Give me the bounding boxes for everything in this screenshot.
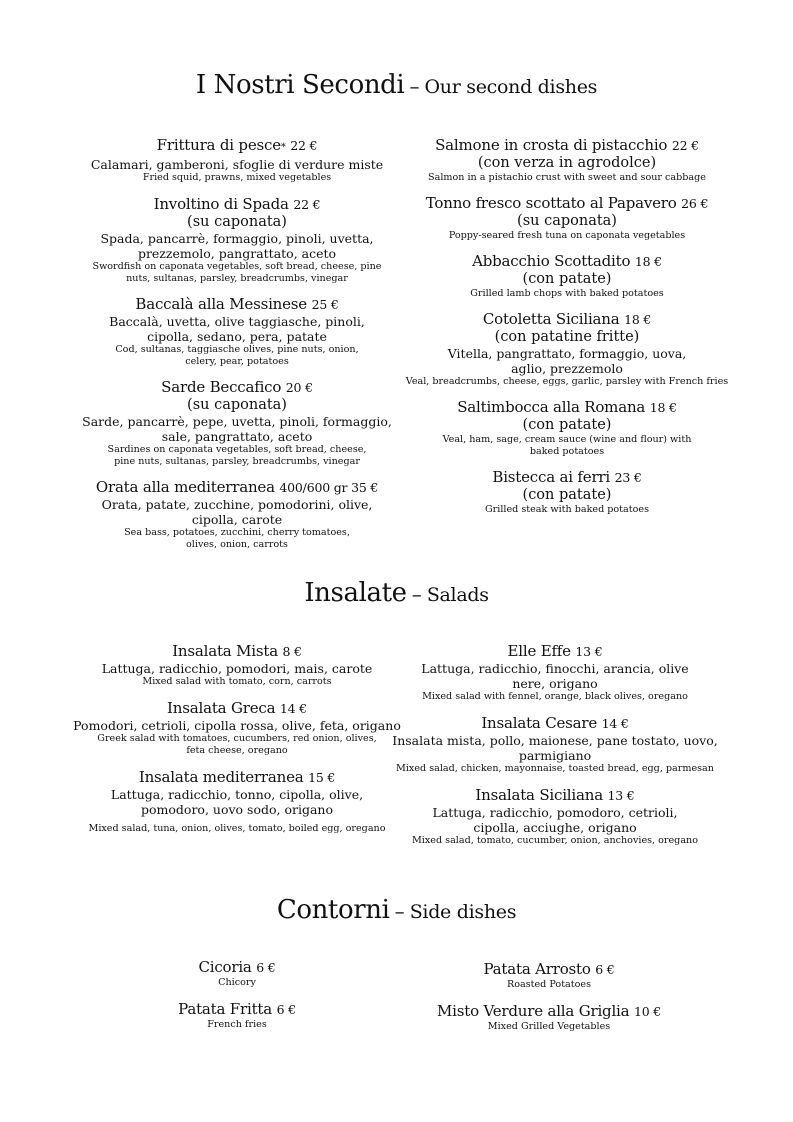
dish-star: * bbox=[280, 142, 286, 153]
dish-name: Tonno fresco scottato al Papavero bbox=[425, 194, 677, 212]
dish-english: Sea bass, potatoes, zucchini, cherry tomatoes, olives, onion, carrots bbox=[124, 527, 350, 550]
menu-item bbox=[390, 714, 720, 775]
menu-item bbox=[72, 699, 402, 757]
dish-english: Sardines on caponata vegetables, soft bread, cheese, pine nuts, sultanas, parsley, breadcrumbs, vinegar bbox=[107, 444, 367, 467]
menu-item bbox=[72, 195, 402, 285]
insalate-dash: – bbox=[411, 582, 422, 606]
dish-price: 15 € bbox=[308, 770, 336, 785]
secondi-dash: – bbox=[409, 74, 420, 98]
dish-english: Roasted Potatoes bbox=[506, 979, 591, 990]
dish-name: Insalata Siciliana bbox=[475, 786, 603, 804]
contorni-right-column bbox=[384, 960, 714, 1033]
dish-price: 6 € bbox=[276, 1002, 296, 1017]
contorni-dash: – bbox=[394, 899, 405, 923]
dish-name: Sarde Beccafico bbox=[161, 378, 282, 396]
dish-subtitle: (su caponata) bbox=[187, 397, 287, 413]
dish-price: 20 € bbox=[285, 380, 313, 395]
dish-description: Pomodori, cetrioli, cipolla rossa, olive, feta, origano bbox=[73, 718, 401, 733]
dish-english: Mixed salad, chicken, mayonnaise, toasted bread, egg, parmesan bbox=[396, 763, 714, 774]
dish-english: Grilled steak with baked potatoes bbox=[485, 504, 649, 515]
dish-description: Insalata mista, pollo, maionese, pane tostato, uovo, parmigiano bbox=[392, 733, 718, 763]
dish-price: 18 € bbox=[624, 312, 652, 327]
insalate-heading bbox=[0, 578, 793, 608]
dish-price: 18 € bbox=[634, 254, 662, 269]
dish-english: Mixed Grilled Vegetables bbox=[487, 1021, 611, 1032]
dish-description: Spada, pancarrè, formaggio, pinoli, uvetta, prezzemolo, pangrattato, aceto bbox=[100, 231, 374, 261]
dish-price: 13 € bbox=[575, 644, 603, 659]
dish-english: Grilled lamb chops with baked potatoes bbox=[470, 288, 664, 299]
dish-name: Cicoria bbox=[198, 958, 252, 976]
dish-price: 23 € bbox=[614, 470, 642, 485]
dish-description: Lattuga, radicchio, tonno, cipolla, olive, pomodoro, uovo sodo, origano bbox=[110, 787, 364, 817]
dish-description: Baccalà, uvetta, olive taggiasche, pinoli, cipolla, sedano, pera, patate bbox=[109, 314, 365, 344]
dish-name: Orata alla mediterranea bbox=[95, 478, 275, 496]
dish-english: Mixed salad with fennel, orange, black olives, oregano bbox=[422, 691, 688, 702]
insalate-title-en: Salads bbox=[426, 584, 489, 606]
contorni-heading bbox=[0, 895, 793, 925]
dish-subtitle: (con patatine fritte) bbox=[494, 329, 640, 345]
dish-name: Patata Fritta bbox=[178, 1000, 272, 1018]
menu-item bbox=[390, 786, 720, 847]
dish-price: 8 € bbox=[282, 644, 302, 659]
menu-item bbox=[72, 642, 402, 688]
dish-english: Salmon in a pistachio crust with sweet and sour cabbage bbox=[428, 172, 706, 183]
dish-english: Mixed salad with tomato, corn, carrots bbox=[142, 676, 332, 687]
insalate-left-column bbox=[72, 642, 402, 835]
dish-english: Swordfish on caponata vegetables, soft bread, cheese, pine nuts, sultanas, parsley, breadcrumbs, vinegar bbox=[92, 261, 382, 284]
menu-item bbox=[72, 295, 402, 368]
dish-name: Cotoletta Siciliana bbox=[482, 310, 620, 328]
dish-subtitle: (con patate) bbox=[522, 487, 612, 503]
dish-description: Vitella, pangrattato, formaggio, uova, aglio, prezzemolo bbox=[447, 346, 687, 376]
menu-item bbox=[390, 642, 720, 703]
dish-name: Insalata Cesare bbox=[481, 714, 598, 732]
dish-english: Mixed salad, tuna, onion, olives, tomato, boiled egg, oregano bbox=[88, 823, 386, 834]
dish-description: Lattuga, radicchio, finocchi, arancia, olive nere, origano bbox=[421, 661, 689, 691]
dish-subtitle: (con verza in agrodolce) bbox=[477, 155, 657, 171]
dish-price: 400/600 gr 35 € bbox=[279, 480, 379, 495]
dish-price: 6 € bbox=[595, 962, 615, 977]
dish-english: French fries bbox=[207, 1019, 267, 1030]
menu-item bbox=[384, 1002, 714, 1033]
dish-english: Mixed salad, tomato, cucumber, onion, anchovies, oregano bbox=[411, 835, 699, 846]
dish-price: 14 € bbox=[279, 701, 307, 716]
menu-item bbox=[402, 468, 732, 516]
dish-name: Insalata Mista bbox=[172, 642, 278, 660]
dish-price: 22 € bbox=[290, 138, 318, 153]
dish-subtitle: (con patate) bbox=[522, 271, 612, 287]
dish-english: Greek salad with tomatoes, cucumbers, red onion, olives, feta cheese, oregano bbox=[97, 733, 377, 756]
dish-description: Calamari, gamberoni, sfoglie di verdure miste bbox=[90, 157, 384, 172]
dish-price: 22 € bbox=[671, 138, 699, 153]
dish-subtitle: (su caponata) bbox=[187, 214, 287, 230]
dish-name: Insalata Greca bbox=[167, 699, 276, 717]
dish-price: 18 € bbox=[649, 400, 677, 415]
dish-name: Abbacchio Scottadito bbox=[472, 252, 631, 270]
dish-name: Baccalà alla Messinese bbox=[135, 295, 307, 313]
dish-english: Veal, breadcrumbs, cheese, eggs, garlic, parsley with French fries bbox=[405, 376, 729, 387]
menu-item bbox=[402, 194, 732, 242]
secondi-title-it: I Nostri Secondi bbox=[195, 70, 405, 100]
dish-english: Cod, sultanas, taggiasche olives, pine nuts, onion, celery, pear, potatoes bbox=[115, 344, 359, 367]
secondi-right-column bbox=[402, 136, 732, 516]
dish-english: Poppy-seared fresh tuna on caponata vegetables bbox=[448, 230, 686, 241]
dish-name: Insalata mediterranea bbox=[138, 768, 304, 786]
menu-item bbox=[402, 398, 732, 458]
dish-name: Salmone in crosta di pistacchio bbox=[435, 136, 668, 154]
menu-item bbox=[402, 310, 732, 388]
dish-name: Involtino di Spada bbox=[153, 195, 289, 213]
insalate-title-it: Insalate bbox=[304, 578, 407, 608]
dish-description: Sarde, pancarrè, pepe, uvetta, pinoli, formaggio, sale, pangrattato, aceto bbox=[82, 414, 392, 444]
secondi-heading bbox=[0, 70, 793, 100]
dish-english: Fried squid, prawns, mixed vegetables bbox=[142, 172, 332, 183]
contorni-left-column bbox=[72, 958, 402, 1031]
dish-price: 14 € bbox=[601, 716, 629, 731]
dish-price: 26 € bbox=[681, 196, 709, 211]
dish-description: Lattuga, radicchio, pomodori, mais, carote bbox=[101, 661, 373, 676]
dish-price: 25 € bbox=[311, 297, 339, 312]
contorni-title-en: Side dishes bbox=[409, 901, 517, 923]
dish-price: 6 € bbox=[256, 960, 276, 975]
dish-subtitle: (con patate) bbox=[522, 417, 612, 433]
contorni-title-it: Contorni bbox=[276, 895, 390, 925]
menu-item bbox=[72, 1000, 402, 1031]
menu-item bbox=[384, 960, 714, 991]
insalate-right-column bbox=[390, 642, 720, 847]
menu-item bbox=[72, 768, 402, 835]
dish-english: Veal, ham, sage, cream sauce (wine and flour) with baked potatoes bbox=[442, 434, 692, 457]
dish-description: Orata, patate, zucchine, pomodorini, olive, cipolla, carote bbox=[101, 497, 373, 527]
menu-item bbox=[72, 958, 402, 989]
dish-subtitle: (su caponata) bbox=[517, 213, 617, 229]
dish-price: 13 € bbox=[607, 788, 635, 803]
menu-item bbox=[72, 136, 402, 184]
dish-name: Bistecca ai ferri bbox=[492, 468, 610, 486]
dish-name: Patata Arrosto bbox=[483, 960, 591, 978]
dish-description: Lattuga, radicchio, pomodoro, cetrioli, cipolla, acciughe, origano bbox=[432, 805, 678, 835]
secondi-title-en: Our second dishes bbox=[424, 76, 598, 98]
menu-item bbox=[402, 136, 732, 184]
secondi-left-column bbox=[72, 136, 402, 551]
dish-english: Chicory bbox=[218, 977, 256, 988]
dish-price: 10 € bbox=[633, 1004, 662, 1019]
dish-name: Saltimbocca alla Romana bbox=[457, 398, 646, 416]
dish-price: 22 € bbox=[293, 197, 321, 212]
menu-item bbox=[402, 252, 732, 300]
dish-name: Elle Effe bbox=[507, 642, 571, 660]
dish-name: Misto Verdure alla Griglia bbox=[436, 1002, 630, 1020]
menu-item bbox=[72, 478, 402, 551]
menu-item bbox=[72, 378, 402, 468]
dish-name: Frittura di pesce bbox=[156, 136, 281, 154]
